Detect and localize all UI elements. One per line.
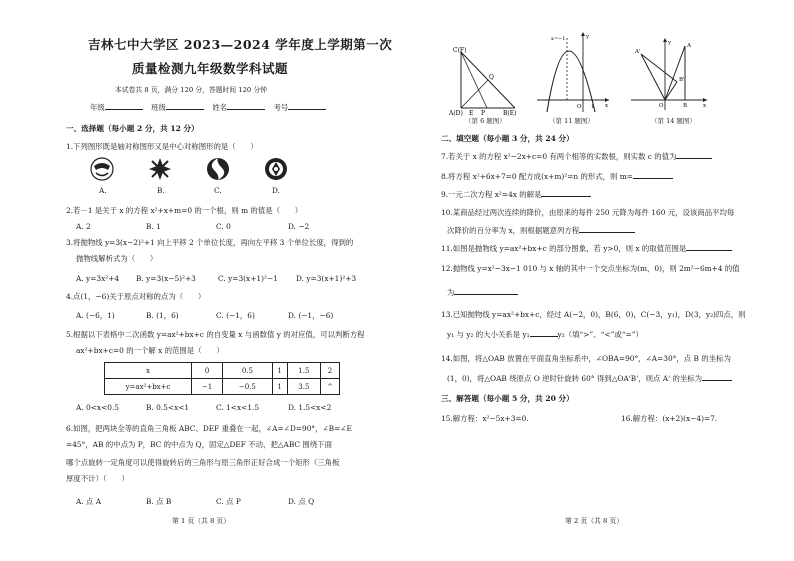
fig11-label: 1 (591, 104, 595, 110)
fig14-label: A (687, 43, 691, 49)
exam-title-line2: 质量检测九年级数学科试题 (132, 61, 289, 76)
q11-answer-blank[interactable] (686, 250, 732, 251)
q4-option-d[interactable]: D. (−1，−6) (288, 311, 334, 320)
q7-answer-blank[interactable] (676, 158, 712, 159)
q4-option-b[interactable]: B. (1，6) (146, 311, 179, 320)
q13-text-tail: y₂（填“>”、“<”或“=”） (557, 330, 643, 339)
question-3-line2: 抛物线解析式为（ ） (76, 254, 158, 263)
q14-text: (1，0)，将△OAB 绕原点 O 逆时针旋转 60° 得到△OA'B'，则点 A' 的坐标为 (447, 374, 703, 383)
student-info-row (90, 103, 326, 112)
question-11 (441, 244, 732, 253)
fig6-label: C(F) (453, 47, 467, 54)
table-cell: 0 (192, 363, 223, 379)
table-cell: 1 (272, 379, 287, 395)
fig14-label: B' (679, 77, 685, 83)
figure-14-rotation (629, 36, 709, 112)
q6-option-b[interactable]: B. 点 B (146, 497, 172, 506)
exam-title-line1: 吉林七中大学区 2023—2024 学年度上学期第一次 (88, 37, 393, 52)
figure-6-triangles (447, 44, 527, 116)
q1-option-d[interactable]: D. (272, 186, 281, 195)
figure-11-caption: （第 11 题图） (549, 117, 594, 125)
section-2-header: 二、填空题（每小题 3 分，共 24 分） (441, 134, 574, 143)
q2-option-d[interactable]: D. −2 (288, 222, 310, 231)
fig6-label: B(E) (503, 110, 517, 116)
q1-option-c[interactable]: C. (214, 186, 222, 195)
question-1: 1.下列图形既是轴对称图形又是中心对称图形的是（ ） (66, 142, 258, 151)
fig11-label: x (605, 103, 609, 109)
q2-option-a[interactable]: A. 2 (76, 222, 91, 231)
figure-11-parabola (533, 30, 613, 114)
fig14-label: x (703, 103, 707, 109)
question-5-line2: ax²+bx+c=0 的一个解 x 的范围是（ ） (76, 346, 224, 355)
q1-symbol-figures (90, 156, 360, 186)
q14-answer-blank[interactable] (702, 380, 732, 381)
field-grade-blank[interactable] (105, 109, 143, 110)
q6-option-d[interactable]: D. 点 Q (288, 497, 315, 506)
field-grade-label: 年级 (90, 103, 105, 112)
q1-option-b[interactable]: B. (157, 186, 165, 195)
question-10-line1: 10.某商品经过两次连续的降价，由原来的每件 250 元降为每件 160 元，设该商品平均每 (441, 208, 735, 217)
table-cell: −1 (192, 379, 223, 395)
q12-text: 为 (447, 288, 455, 297)
question-6-line1: 6.如图，把两块全等的直角三角板 ABC、DEF 重叠在一起，∠A=∠D=90°，∠B=∠E (66, 424, 352, 433)
question-6-line2: =45°，AB 的中点为 P，BC 的中点为 Q，固定△DEF 不动，把△ABC 围绕下面 (66, 440, 332, 449)
table-cell: 1 (272, 363, 287, 379)
field-name-label: 姓名 (212, 103, 228, 112)
q5-value-table (104, 362, 340, 395)
q10-text: 次降价的百分率为 x，则根据题意列方程 (447, 226, 580, 235)
question-10-line2 (447, 226, 635, 235)
q13-text: y₁ 与 y₂ 的大小关系是 y₁ (447, 330, 530, 339)
page-2 (397, 0, 794, 561)
table-cell: 2 (321, 363, 340, 379)
question-14-line2 (447, 374, 732, 383)
q12-answer-blank[interactable] (454, 294, 518, 295)
field-class-label: 班级 (151, 103, 166, 112)
table-cell: 3.5 (287, 379, 320, 395)
q8-text: 8.将方程 x²+6x+7=0 配方成(x+m)²=n 的形式，则 m= (441, 172, 633, 181)
question-12-line1: 12.抛物线 y=x²−3x−1 010 与 x 轴的其中一个交点坐标为(m，0)，则 2m²−6m+4 的值 (441, 264, 740, 273)
fig14-label: B (683, 103, 688, 109)
page-footer: 第 1 页（共 8 页） (172, 517, 231, 525)
symbol-b-icon (149, 158, 171, 180)
q3-option-b[interactable]: B. y=3(x−5)²+3 (136, 274, 196, 283)
fig6-label: A(D) (449, 110, 463, 116)
page-footer: 第 2 页（共 8 页） (565, 517, 624, 525)
q6-option-a[interactable]: A. 点 A (76, 497, 102, 506)
question-2: 2.若－1 是关于 x 的方程 x²+x+m=0 的一个根，则 m 的值是（ ） (66, 206, 303, 215)
section-3-header: 三、解答题（每小题 5 分，共 20 分） (441, 394, 574, 403)
q9-text: 9.一元二次方程 x²=4x 的解是 (441, 190, 542, 199)
table-row (105, 379, 340, 395)
question-8 (441, 172, 673, 181)
q9-answer-blank[interactable] (541, 196, 591, 197)
q5-option-c[interactable]: C. 1<x<1.5 (216, 403, 260, 412)
question-9 (441, 190, 591, 199)
field-name-blank[interactable] (227, 109, 265, 110)
q3-option-a[interactable]: A. y=3x²+4 (76, 274, 120, 283)
question-12-line2 (447, 288, 518, 297)
symbol-d-icon (265, 158, 287, 180)
q8-answer-blank[interactable] (633, 178, 673, 179)
q11-text: 11.如图是抛物线 y=ax²+bx+c 的部分图象，若 y>0，则 x 的取值范围是 (441, 244, 687, 253)
fig11-label: y (586, 34, 590, 40)
fig14-label: O (659, 103, 664, 109)
fig11-label: x=−1 (551, 36, 566, 42)
q2-option-b[interactable]: B. 1 (146, 222, 161, 231)
question-15: 15.解方程：x²−5x+3=0. (441, 414, 529, 423)
q4-option-a[interactable]: A. (−6，1) (76, 311, 115, 320)
q1-option-a[interactable]: A. (99, 186, 107, 195)
table-cell: −0.5 (223, 379, 273, 395)
question-4: 4.点(1，−6)关于原点对称的点为（ ） (66, 292, 206, 301)
fig6-label: E (469, 110, 474, 116)
table-cell: ^ (321, 379, 340, 395)
fig6-label: P (481, 110, 486, 116)
fig14-label: A' (635, 49, 641, 55)
question-16: 16.解方程：(x+2)(x−4)=7. (621, 414, 718, 423)
exam-info: 本试卷共 8 页，满分 120 分，答题时间 120 分钟 (115, 86, 267, 94)
symbol-c-icon (207, 158, 229, 180)
q3-option-c[interactable]: C. y=3(x+1)²−1 (218, 274, 278, 283)
fig14-label: y (668, 40, 672, 46)
q7-text: 7.若关于 x 的方程 x²−2x+c=0 有两个相等的实数根，则实数 c 的值为 (441, 152, 677, 161)
q5-option-a[interactable]: A. 0<x<0.5 (76, 403, 120, 412)
q5-option-d[interactable]: D. 1.5<x<2 (288, 403, 332, 412)
table-cell: x (105, 363, 192, 379)
q6-option-c[interactable]: C. 点 P (216, 497, 241, 506)
q3-option-d[interactable]: D. y=3(x+1)²+3 (296, 274, 357, 283)
field-id-blank[interactable] (288, 109, 326, 110)
q13-answer-blank[interactable] (530, 336, 558, 337)
q2-option-c[interactable]: C. 0 (216, 222, 231, 231)
question-14-line1: 14.如图，将△OAB 放置在平面直角坐标系中，∠OBA=90°，∠A=30°，点 B 的坐标为 (441, 354, 731, 363)
q10-answer-blank[interactable] (579, 232, 635, 233)
table-cell: y=ax²+bx+c (105, 379, 192, 395)
field-class-blank[interactable] (166, 109, 204, 110)
question-13-line2 (447, 330, 643, 339)
table-row (105, 363, 340, 379)
question-13-line1: 13.已知抛物线 y=ax²+bx+c，经过 A(−2，0)，B(6，0)，C(−3，y₁)，D(3，y₂)四点，则 (441, 310, 746, 319)
fig11-label: O (577, 104, 582, 110)
q4-option-c[interactable]: C. (−1，6) (216, 311, 255, 320)
section-1-header: 一、选择题（每小题 2 分，共 12 分） (66, 124, 199, 133)
symbol-a-icon (91, 158, 113, 180)
figure-6-caption: （第 6 题图） (465, 117, 506, 125)
table-cell: 0.5 (223, 363, 273, 379)
field-id-label: 考号 (273, 103, 289, 112)
question-5-line1: 5.根据以下表格中二次函数 y=ax²+bx+c 的自变量 x 与函数值 y 的对应值，可以判断方程 (66, 330, 365, 339)
question-7 (441, 152, 712, 161)
q5-option-b[interactable]: B. 0.5<x<1 (146, 403, 190, 412)
fig6-label: Q (489, 74, 494, 81)
question-3-line1: 3.将抛物线 y=3(x−2)²+1 向上平移 2 个单位长度，再向左平移 3 个单位长度，得到的 (66, 238, 354, 247)
question-6-line3: 哪个点旋转一定角度可以使得旋转后的三角形与原三角形正好合成一个矩形（三角板 (66, 458, 340, 467)
table-cell: 1.5 (287, 363, 320, 379)
question-6-line4: 厚度不计）（ ） (66, 474, 129, 483)
figure-14-caption: （第 14 题图） (651, 117, 696, 125)
